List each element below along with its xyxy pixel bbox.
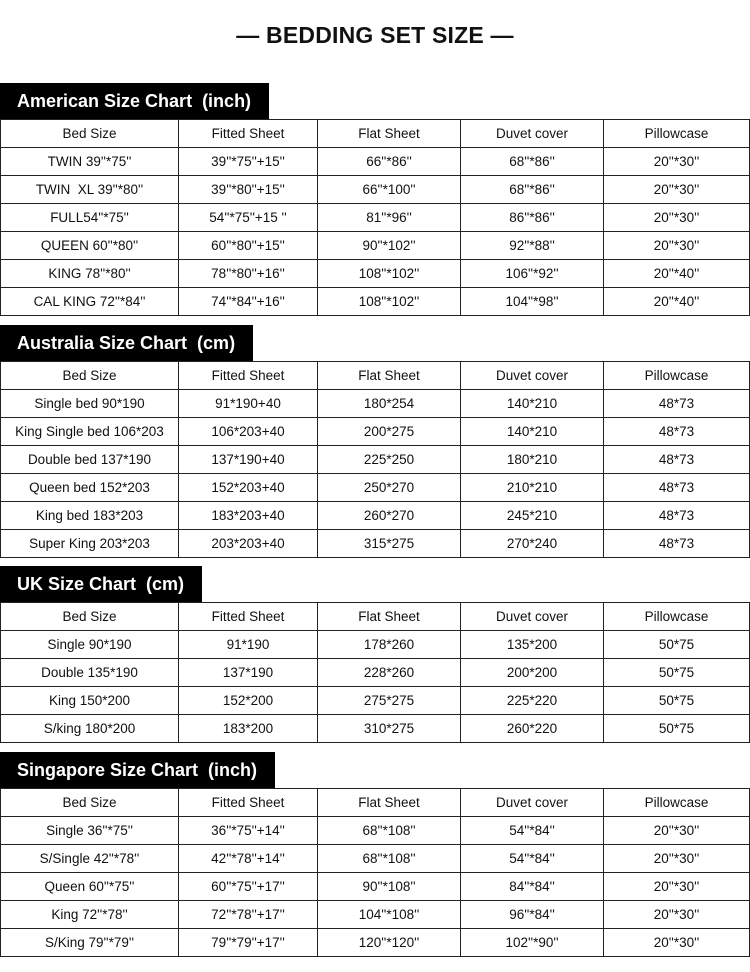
table-cell: King 150*200 bbox=[1, 687, 179, 715]
table-cell: 140*210 bbox=[461, 418, 604, 446]
table-cell: 310*275 bbox=[318, 715, 461, 743]
table-cell: 42''*78''+14'' bbox=[179, 845, 318, 873]
table-cell: 20''*30'' bbox=[604, 176, 750, 204]
table-cell: 104''*108'' bbox=[318, 901, 461, 929]
table-cell: 250*270 bbox=[318, 474, 461, 502]
table-row bbox=[1, 873, 750, 901]
column-header: Duvet cover bbox=[461, 603, 604, 631]
table-cell: 270*240 bbox=[461, 530, 604, 558]
table-row bbox=[1, 817, 750, 845]
table-cell: Double bed 137*190 bbox=[1, 446, 179, 474]
table-cell: 137*190 bbox=[179, 659, 318, 687]
table-cell: 137*190+40 bbox=[179, 446, 318, 474]
table-cell: 102''*90'' bbox=[461, 929, 604, 957]
table-cell: 152*200 bbox=[179, 687, 318, 715]
table-cell: Queen 60''*75'' bbox=[1, 873, 179, 901]
table-cell: Single bed 90*190 bbox=[1, 390, 179, 418]
table-cell: 74''*84''+16'' bbox=[179, 288, 318, 316]
table-cell: 84''*84'' bbox=[461, 873, 604, 901]
table-cell: 20''*30'' bbox=[604, 232, 750, 260]
column-header: Pillowcase bbox=[604, 362, 750, 390]
table-row bbox=[1, 148, 750, 176]
table-cell: 36''*75''+14'' bbox=[179, 817, 318, 845]
table-cell: 50*75 bbox=[604, 687, 750, 715]
section-heading: UK Size Chart (cm) bbox=[0, 566, 202, 602]
table-cell: 203*203+40 bbox=[179, 530, 318, 558]
table-cell: 50*75 bbox=[604, 631, 750, 659]
table-row bbox=[1, 659, 750, 687]
column-header: Fitted Sheet bbox=[179, 362, 318, 390]
table-cell: S/King 79''*79'' bbox=[1, 929, 179, 957]
table-row bbox=[1, 446, 750, 474]
table-cell: King 72''*78'' bbox=[1, 901, 179, 929]
table-cell: 183*203+40 bbox=[179, 502, 318, 530]
table-cell: 68''*86'' bbox=[461, 148, 604, 176]
table-row bbox=[1, 232, 750, 260]
table-cell: 48*73 bbox=[604, 390, 750, 418]
table-cell: 68''*108'' bbox=[318, 817, 461, 845]
table-cell: 20''*30'' bbox=[604, 901, 750, 929]
size-chart-section bbox=[0, 566, 750, 743]
column-header: Fitted Sheet bbox=[179, 120, 318, 148]
table-cell: 48*73 bbox=[604, 446, 750, 474]
table-row bbox=[1, 929, 750, 957]
column-header: Pillowcase bbox=[604, 603, 750, 631]
table-cell: 106*203+40 bbox=[179, 418, 318, 446]
column-header: Bed Size bbox=[1, 603, 179, 631]
table-cell: 245*210 bbox=[461, 502, 604, 530]
table-cell: 104''*98'' bbox=[461, 288, 604, 316]
size-table bbox=[0, 602, 750, 743]
table-row bbox=[1, 530, 750, 558]
table-cell: 200*200 bbox=[461, 659, 604, 687]
table-cell: 228*260 bbox=[318, 659, 461, 687]
table-cell: 20''*30'' bbox=[604, 929, 750, 957]
table-cell: 91*190 bbox=[179, 631, 318, 659]
table-cell: 81''*96'' bbox=[318, 204, 461, 232]
table-header-row bbox=[1, 789, 750, 817]
table-cell: 183*200 bbox=[179, 715, 318, 743]
table-cell: 90''*102'' bbox=[318, 232, 461, 260]
column-header: Pillowcase bbox=[604, 120, 750, 148]
table-row bbox=[1, 176, 750, 204]
table-cell: Super King 203*203 bbox=[1, 530, 179, 558]
table-cell: 20''*30'' bbox=[604, 845, 750, 873]
page-title: — BEDDING SET SIZE — bbox=[236, 22, 514, 48]
column-header: Fitted Sheet bbox=[179, 603, 318, 631]
table-cell: 315*275 bbox=[318, 530, 461, 558]
table-cell: 20''*40'' bbox=[604, 288, 750, 316]
table-cell: 152*203+40 bbox=[179, 474, 318, 502]
size-table bbox=[0, 119, 750, 316]
table-row bbox=[1, 288, 750, 316]
size-chart-section bbox=[0, 83, 750, 316]
table-row bbox=[1, 631, 750, 659]
table-cell: Double 135*190 bbox=[1, 659, 179, 687]
table-header-row bbox=[1, 120, 750, 148]
table-cell: Single 90*190 bbox=[1, 631, 179, 659]
table-cell: 60''*80''+15'' bbox=[179, 232, 318, 260]
table-cell: 54''*84'' bbox=[461, 817, 604, 845]
table-cell: 20''*30'' bbox=[604, 148, 750, 176]
column-header: Bed Size bbox=[1, 120, 179, 148]
table-cell: 106''*92'' bbox=[461, 260, 604, 288]
table-cell: 78''*80''+16'' bbox=[179, 260, 318, 288]
table-cell: 178*260 bbox=[318, 631, 461, 659]
table-row bbox=[1, 901, 750, 929]
table-cell: 140*210 bbox=[461, 390, 604, 418]
table-cell: TWIN XL 39''*80'' bbox=[1, 176, 179, 204]
column-header: Duvet cover bbox=[461, 362, 604, 390]
table-cell: 210*210 bbox=[461, 474, 604, 502]
table-cell: 200*275 bbox=[318, 418, 461, 446]
table-cell: 20''*30'' bbox=[604, 873, 750, 901]
table-cell: 79''*79''+17'' bbox=[179, 929, 318, 957]
section-heading: American Size Chart (inch) bbox=[0, 83, 269, 119]
column-header: Fitted Sheet bbox=[179, 789, 318, 817]
table-cell: 86''*86'' bbox=[461, 204, 604, 232]
table-cell: 275*275 bbox=[318, 687, 461, 715]
table-cell: S/king 180*200 bbox=[1, 715, 179, 743]
table-cell: 20''*30'' bbox=[604, 204, 750, 232]
table-cell: 54''*84'' bbox=[461, 845, 604, 873]
table-cell: KING 78''*80'' bbox=[1, 260, 179, 288]
table-cell: 54''*75''+15 '' bbox=[179, 204, 318, 232]
table-cell: King Single bed 106*203 bbox=[1, 418, 179, 446]
table-cell: 48*73 bbox=[604, 474, 750, 502]
table-cell: 96''*84'' bbox=[461, 901, 604, 929]
column-header: Duvet cover bbox=[461, 120, 604, 148]
table-header-row bbox=[1, 362, 750, 390]
table-cell: 60''*75''+17'' bbox=[179, 873, 318, 901]
column-header: Bed Size bbox=[1, 362, 179, 390]
table-cell: 135*200 bbox=[461, 631, 604, 659]
column-header: Flat Sheet bbox=[318, 362, 461, 390]
column-header: Pillowcase bbox=[604, 789, 750, 817]
table-cell: 180*210 bbox=[461, 446, 604, 474]
size-chart-section bbox=[0, 325, 750, 558]
table-row bbox=[1, 418, 750, 446]
table-cell: 39''*75''+15'' bbox=[179, 148, 318, 176]
table-row bbox=[1, 390, 750, 418]
table-cell: 48*73 bbox=[604, 418, 750, 446]
table-cell: Queen bed 152*203 bbox=[1, 474, 179, 502]
table-cell: 91*190+40 bbox=[179, 390, 318, 418]
size-table bbox=[0, 788, 750, 957]
section-heading: Australia Size Chart (cm) bbox=[0, 325, 253, 361]
table-row bbox=[1, 260, 750, 288]
table-cell: 66''*100'' bbox=[318, 176, 461, 204]
table-cell: 225*250 bbox=[318, 446, 461, 474]
size-chart-section bbox=[0, 752, 750, 957]
table-cell: QUEEN 60''*80'' bbox=[1, 232, 179, 260]
table-cell: TWIN 39''*75'' bbox=[1, 148, 179, 176]
column-header: Duvet cover bbox=[461, 789, 604, 817]
table-cell: 108''*102'' bbox=[318, 260, 461, 288]
table-cell: 92''*88'' bbox=[461, 232, 604, 260]
table-row bbox=[1, 687, 750, 715]
table-cell: 50*75 bbox=[604, 659, 750, 687]
table-cell: Single 36''*75'' bbox=[1, 817, 179, 845]
table-cell: FULL54''*75'' bbox=[1, 204, 179, 232]
table-cell: 48*73 bbox=[604, 502, 750, 530]
table-cell: 66''*86'' bbox=[318, 148, 461, 176]
table-cell: 90''*108'' bbox=[318, 873, 461, 901]
column-header: Flat Sheet bbox=[318, 603, 461, 631]
table-cell: 50*75 bbox=[604, 715, 750, 743]
table-cell: 20''*40'' bbox=[604, 260, 750, 288]
table-row bbox=[1, 845, 750, 873]
column-header: Flat Sheet bbox=[318, 120, 461, 148]
table-row bbox=[1, 204, 750, 232]
table-cell: 72''*78''+17'' bbox=[179, 901, 318, 929]
table-header-row bbox=[1, 603, 750, 631]
table-cell: 260*270 bbox=[318, 502, 461, 530]
table-cell: 225*220 bbox=[461, 687, 604, 715]
table-cell: 68''*86'' bbox=[461, 176, 604, 204]
table-cell: 180*254 bbox=[318, 390, 461, 418]
table-row bbox=[1, 715, 750, 743]
column-header: Bed Size bbox=[1, 789, 179, 817]
table-cell: King bed 183*203 bbox=[1, 502, 179, 530]
table-cell: 108''*102'' bbox=[318, 288, 461, 316]
table-cell: 68''*108'' bbox=[318, 845, 461, 873]
table-row bbox=[1, 474, 750, 502]
table-cell: 39''*80''+15'' bbox=[179, 176, 318, 204]
table-cell: 20''*30'' bbox=[604, 817, 750, 845]
table-row bbox=[1, 502, 750, 530]
table-cell: S/Single 42''*78'' bbox=[1, 845, 179, 873]
size-table bbox=[0, 361, 750, 558]
table-cell: 48*73 bbox=[604, 530, 750, 558]
table-cell: 260*220 bbox=[461, 715, 604, 743]
section-heading: Singapore Size Chart (inch) bbox=[0, 752, 275, 788]
table-cell: 120''*120'' bbox=[318, 929, 461, 957]
column-header: Flat Sheet bbox=[318, 789, 461, 817]
table-cell: CAL KING 72''*84'' bbox=[1, 288, 179, 316]
